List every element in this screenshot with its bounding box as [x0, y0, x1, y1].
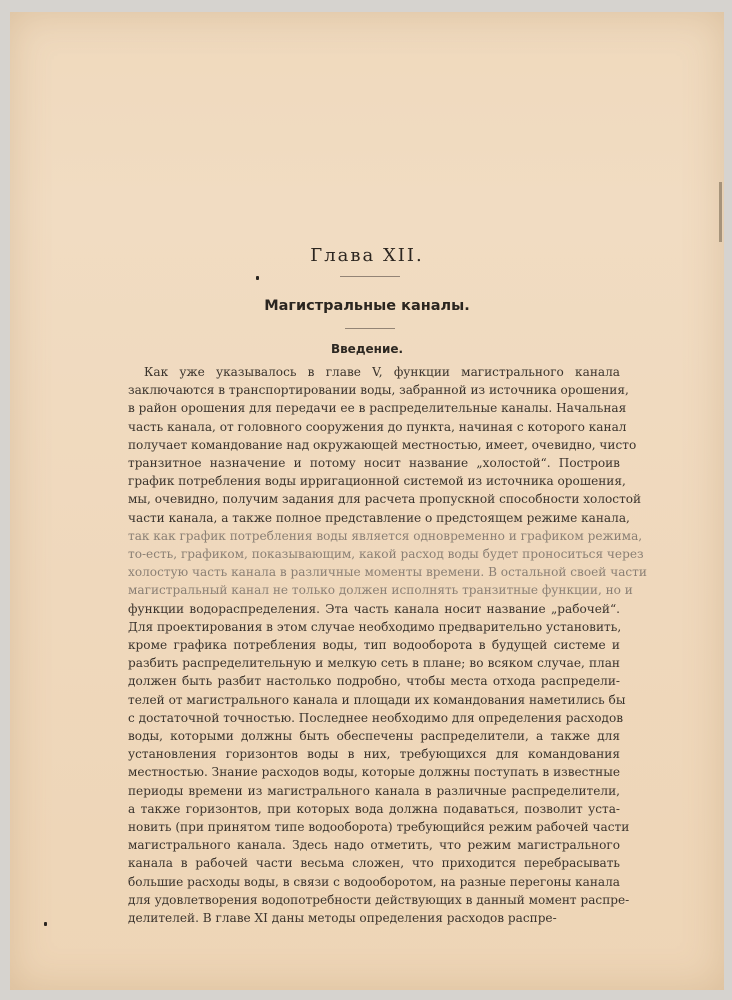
book-page	[10, 12, 724, 990]
paragraph-line: должен быть разбит настолько подробно, чтобы места отхода распредели-	[128, 674, 620, 689]
paragraph-line: мы, очевидно, получим задания для расчета пропускной способности холостой	[128, 492, 642, 507]
paragraph-line: транзитное назначение и потому носит название „холостой“. Построив	[128, 456, 620, 471]
paragraph-line: а также горизонтов, при которых вода должна подаваться, позволит уста-	[128, 801, 620, 816]
print-speck	[256, 276, 259, 280]
paragraph-line: части канала, а также полное представление о предстоящем режиме канала,	[128, 510, 630, 525]
paragraph-line: кроме графика потребления воды, тип водооборота в будущей системе и	[128, 638, 620, 653]
paragraph-line: для удовлетворения водопотребности действующих в данный момент распре-	[128, 892, 630, 907]
introduction-paragraph	[128, 363, 647, 927]
paragraph-line: холостую часть канала в различные моменты времени. В остальной своей части	[128, 565, 647, 580]
paragraph-line: график потребления воды ирригационной системой из источника орошения,	[128, 474, 626, 489]
paragraph-line: телей от магистрального канала и площади их командования наметились бы	[128, 692, 626, 707]
paragraph-line: так как график потребления воды является одновременно и графиком режима,	[128, 528, 643, 543]
paragraph-line: местностью. Знание расходов воды, которые должны поступать в известные	[128, 765, 620, 780]
heading-divider	[340, 276, 400, 277]
paragraph-line: канала в рабочей части весьма сложен, что приходится перебрасывать	[128, 856, 620, 871]
chapter-title: Магистральные каналы.	[264, 298, 470, 314]
paragraph-line: большие расходы воды, в связи с водооборотом, на разные перегоны канала	[128, 874, 621, 889]
paragraph-line: разбить распределительную и мелкую сеть в плане; во всяком случае, план	[128, 656, 620, 671]
page-edge-mark	[719, 182, 722, 242]
paragraph-line: заключаются в транспортировании воды, забранной из источника орошения,	[128, 383, 629, 398]
print-speck	[44, 922, 47, 926]
chapter-heading: Глава XII.	[310, 245, 424, 266]
paragraph-line: магистральный канал не только должен исполнять транзитные функции, но и	[128, 583, 633, 598]
paragraph-line: новить (при принятом типе водооборота) требующийся режим рабочей части	[128, 820, 630, 835]
paragraph-line: делителей. В главе XI даны методы определения расходов распре-	[128, 911, 557, 926]
paragraph-line: получает командование над окружающей местностью, имеет, очевидно, чисто	[128, 437, 637, 452]
paragraph-line: Для проектирования в этом случае необходимо предварительно установить,	[128, 619, 622, 634]
paragraph-line: функции водораспределения. Эта часть канала носит название „рабочей“.	[128, 601, 620, 616]
paragraph-line: с достаточной точностью. Последнее необходимо для определения расходов	[128, 710, 624, 725]
paragraph-line: в район орошения для передачи ее в распределительные каналы. Начальная	[128, 401, 627, 416]
paragraph-line: периоды времени из магистрального канала в различные распределители,	[128, 783, 620, 798]
paragraph-line: магистрального канала. Здесь надо отметить, что режим магистрального	[128, 838, 620, 853]
paragraph-line: установления горизонтов воды в них, требующихся для командования	[128, 747, 620, 762]
title-divider	[345, 328, 395, 329]
paragraph-line: часть канала, от головного сооружения до пункта, начиная с которого канал	[128, 419, 627, 434]
paragraph-line: то-есть, графиком, показывающим, какой расход воды будет проноситься через	[128, 547, 644, 562]
section-heading: Введение.	[330, 342, 404, 356]
paragraph-line: Как уже указывалось в главе V, функции магистрального канала	[144, 365, 620, 379]
paragraph-line: воды, которыми должны быть обеспечены распределители, а также для	[128, 729, 620, 744]
